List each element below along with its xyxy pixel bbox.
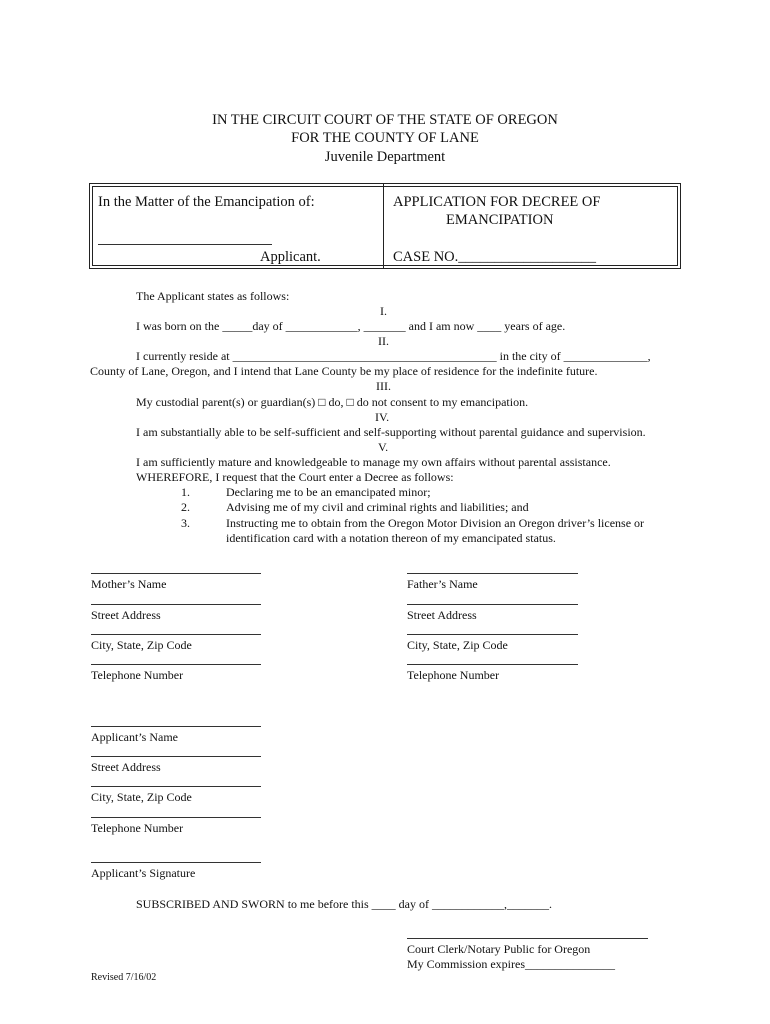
decree-item-number: 3.: [181, 516, 190, 530]
mother-city-label: City, State, Zip Code: [91, 638, 192, 652]
applicant-city-label: City, State, Zip Code: [91, 790, 192, 804]
applicant-street-label: Street Address: [91, 760, 161, 774]
matter-label: In the Matter of the Emancipation of:: [98, 194, 315, 210]
applicant-name-label: Applicant’s Name: [91, 730, 178, 744]
department-title: Juvenile Department: [324, 149, 446, 165]
mother-phone-line[interactable]: [91, 664, 261, 665]
father-city-label: City, State, Zip Code: [407, 638, 508, 652]
father-city-line[interactable]: [407, 634, 578, 635]
self-sufficient-statement: I am substantially able to be self-sufficient and self-supporting without parental guidance and supervision.: [136, 425, 646, 439]
applicant-signature-label: Applicant’s Signature: [91, 866, 196, 880]
mother-name-label: Mother’s Name: [91, 577, 167, 591]
decree-item-text: Instructing me to obtain from the Oregon Motor Division an Oregon driver’s license or: [226, 516, 645, 530]
section-i-heading: I.: [380, 304, 387, 318]
court-title: IN THE CIRCUIT COURT OF THE STATE OF OREGON: [212, 112, 558, 128]
notary-title: Court Clerk/Notary Public for Oregon: [407, 942, 591, 956]
caption-divider: [383, 184, 384, 268]
decree-item-text: Declaring me to be an emancipated minor;: [226, 485, 431, 499]
applicant-signature-line[interactable]: [91, 862, 261, 863]
father-phone-label: Telephone Number: [407, 668, 500, 682]
applicant-city-line[interactable]: [91, 786, 261, 787]
notary-signature-line[interactable]: [407, 938, 648, 939]
applicant-phone-label: Telephone Number: [91, 821, 184, 835]
maturity-statement: I am sufficiently mature and knowledgeable to manage my own affairs without parental assistance.: [136, 455, 611, 469]
applicant-street-line[interactable]: [91, 756, 261, 757]
applicant-phone-line[interactable]: [91, 817, 261, 818]
intro-text: The Applicant states as follows:: [136, 289, 290, 303]
residence-statement-cont: County of Lane, Oregon, and I intend that Lane County be my place of residence for the indefinite future.: [90, 364, 598, 378]
case-number-field[interactable]: CASE NO.___________________: [393, 249, 597, 265]
applicant-name-line[interactable]: [91, 726, 261, 727]
mother-name-line[interactable]: [91, 573, 261, 574]
application-title-line2: EMANCIPATION: [446, 212, 554, 228]
birth-statement: I was born on the _____day of ____________, _______ and I am now ____ years of age.: [136, 319, 566, 333]
consent-statement: My custodial parent(s) or guardian(s) □ do, □ do not consent to my emancipation.: [136, 395, 529, 409]
mother-phone-label: Telephone Number: [91, 668, 184, 682]
father-street-line[interactable]: [407, 604, 578, 605]
decree-item-text-cont: identification card with a notation thereon of my emancipated status.: [226, 531, 556, 545]
mother-city-line[interactable]: [91, 634, 261, 635]
father-phone-line[interactable]: [407, 664, 578, 665]
section-iii-heading: III.: [376, 379, 391, 393]
mother-street-label: Street Address: [91, 608, 161, 622]
father-name-line[interactable]: [407, 573, 578, 574]
oath-statement: SUBSCRIBED AND SWORN to me before this ____ day of ____________,_______.: [136, 897, 552, 911]
section-ii-heading: II.: [378, 334, 389, 348]
residence-statement: I currently reside at ____________________________________________ in the city of ______________,: [136, 349, 651, 363]
commission-expires-field[interactable]: My Commission expires_______________: [407, 957, 616, 971]
county-title: FOR THE COUNTY OF LANE: [291, 130, 479, 146]
applicant-name-line[interactable]: [98, 244, 272, 245]
revision-date: Revised 7/16/02: [91, 972, 157, 983]
section-v-heading: V.: [378, 440, 389, 454]
wherefore-statement: WHEREFORE, I request that the Court enter a Decree as follows:: [136, 470, 454, 484]
decree-item-number: 2.: [181, 500, 190, 514]
decree-item-text: Advising me of my civil and criminal rights and liabilities; and: [226, 500, 529, 514]
section-iv-heading: IV.: [375, 410, 390, 424]
father-name-label: Father’s Name: [407, 577, 478, 591]
mother-street-line[interactable]: [91, 604, 261, 605]
father-street-label: Street Address: [407, 608, 477, 622]
application-title-line1: APPLICATION FOR DECREE OF: [393, 194, 601, 210]
decree-item-number: 1.: [181, 485, 190, 499]
applicant-label: Applicant.: [260, 249, 321, 265]
